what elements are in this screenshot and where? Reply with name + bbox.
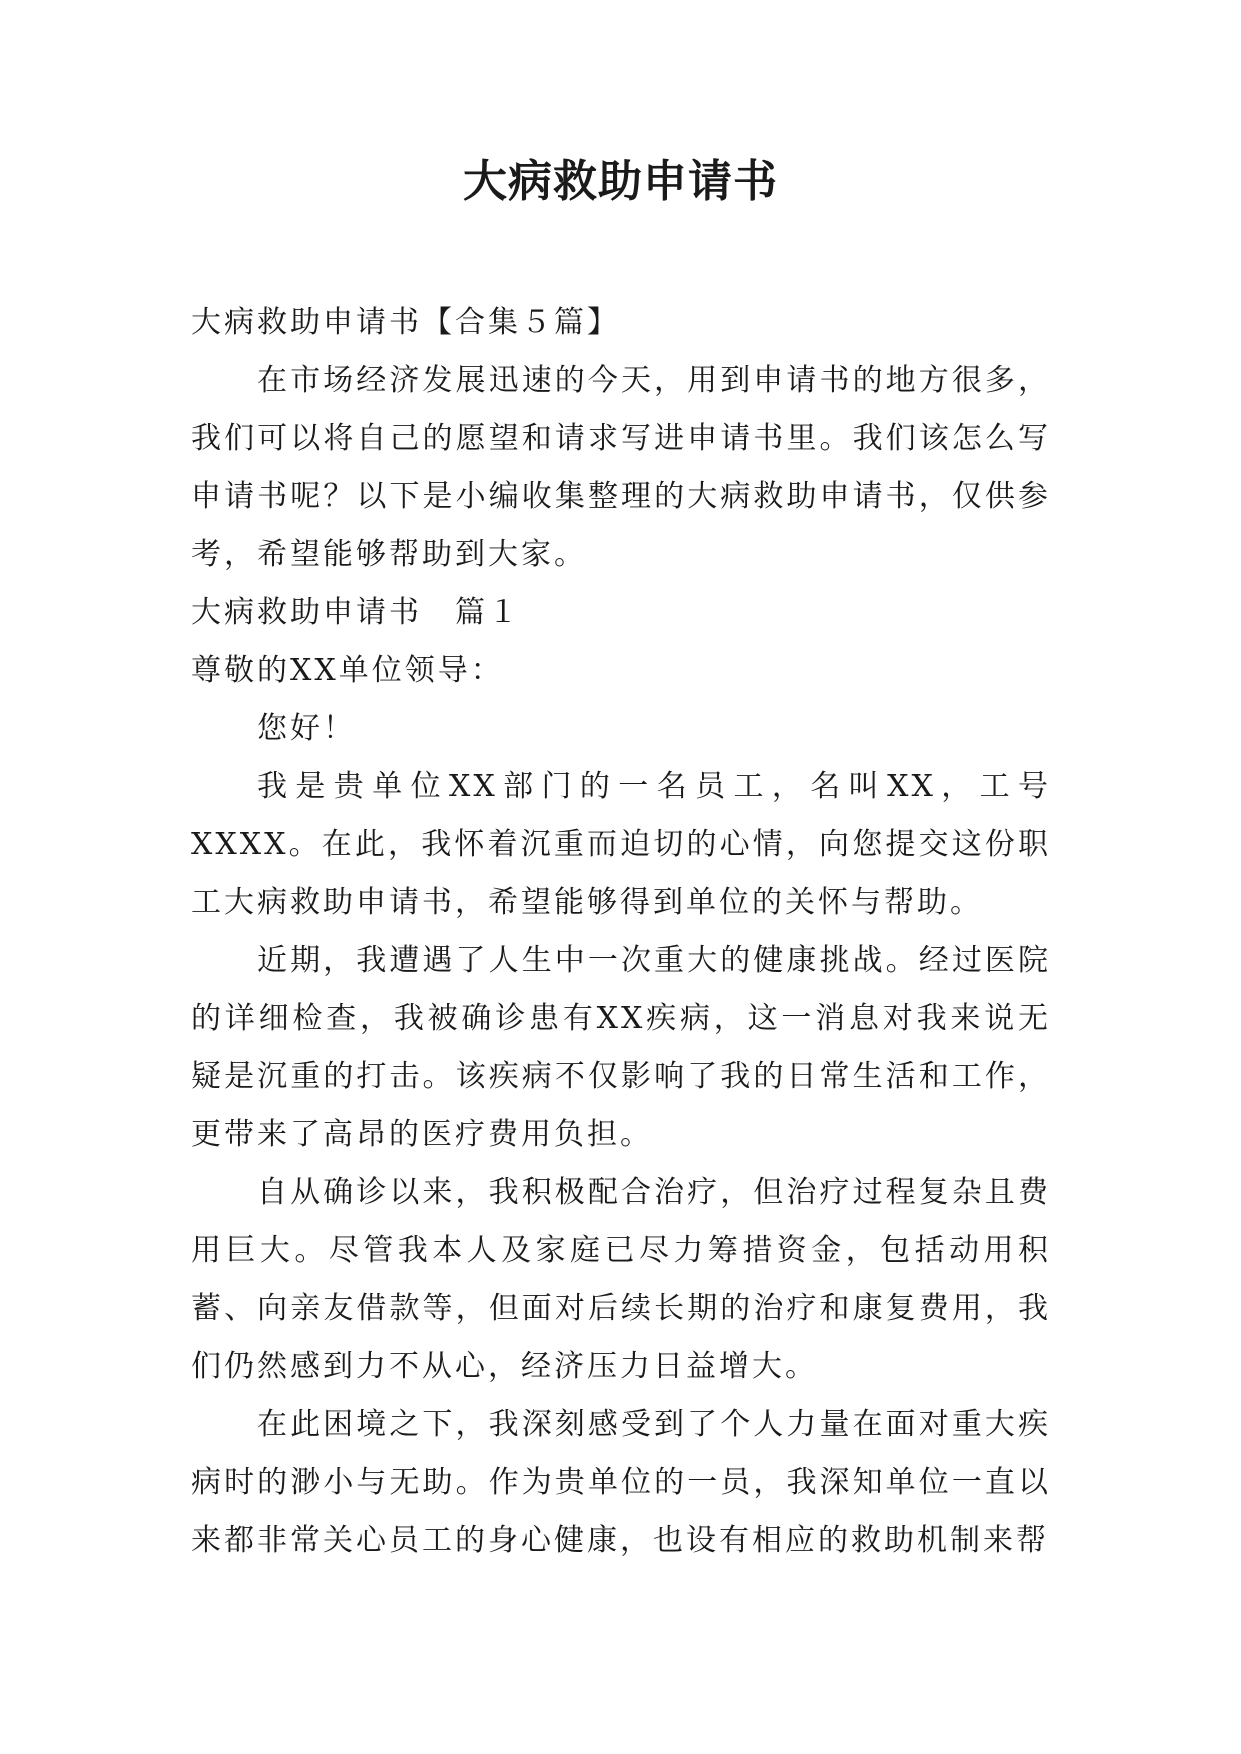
body-paragraph: 近期，我遭遇了人生中一次重大的健康挑战。经过医院的详细检查，我被确诊患有XX疾病，这一消息对我来说无疑是沉重的打击。该疾病不仅影响了我的日常生活和工作，更带来了高昂的医疗费用负担。 (191, 943, 1051, 1152)
intro-paragraph: 在市场经济发展迅速的今天，用到申请书的地方很多，我们可以将自己的愿望和请求写进申请书里。我们该怎么写申请书呢？以下是小编收集整理的大病救助申请书，仅供参考，希望能够帮助到大家。 (191, 363, 1051, 572)
body-paragraph: 自从确诊以来，我积极配合治疗，但治疗过程复杂且费用巨大。尽管我本人及家庭已尽力筹措资金，包括动用积蓄、向亲友借款等，但面对后续长期的治疗和康复费用，我们仍然感到力不从心，经济压力日益增大。 (191, 1175, 1051, 1384)
body-paragraph: 我是贵单位XX部门的一名员工，名叫XX，工号XXXX。在此，我怀着沉重而迫切的心情，向您提交这份职工大病救助申请书，希望能够得到单位的关怀与帮助。 (191, 769, 1051, 920)
document-title: 大病救助申请书 (463, 156, 778, 207)
salutation: 尊敬的XX单位领导： (191, 653, 504, 688)
document-body (191, 294, 1051, 1570)
greeting: 您好！ (257, 711, 356, 746)
section-heading: 大病救助申请书 篇１ (191, 595, 521, 630)
body-paragraph: 在此困境之下，我深刻感受到了个人力量在面对重大疾病时的渺小与无助。作为贵单位的一员，我深知单位一直以来都非常关心员工的身心健康，也设有相应的救助机制来帮 (191, 1407, 1051, 1558)
document-subtitle: 大病救助申请书【合集５篇】 (191, 305, 620, 340)
